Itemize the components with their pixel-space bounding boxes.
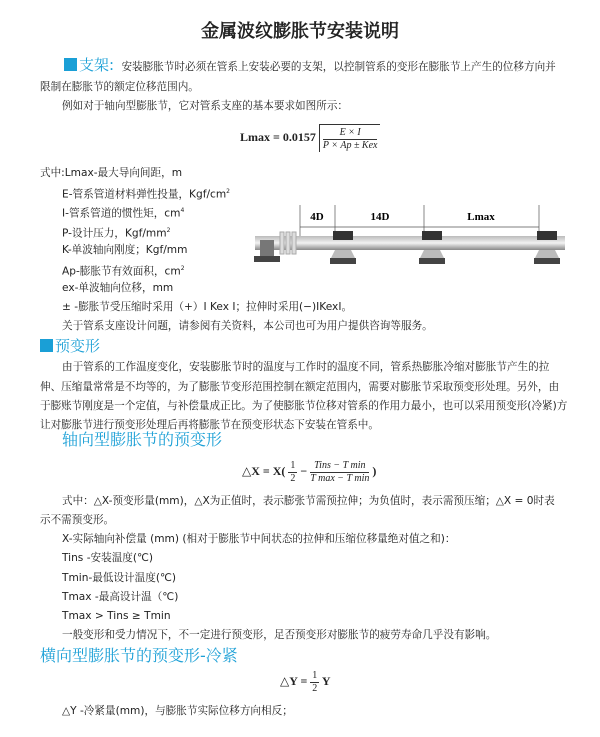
pipe-support-diagram <box>250 200 570 280</box>
predeform-heading-text: 预变形 <box>55 337 101 355</box>
formula-numerator: E × I <box>323 127 378 140</box>
support-text-line-3: 例如对于轴向型膨胀节，它对管系支座的基本要求如图所示： <box>62 100 349 112</box>
predeform-line-3: 于膨账节刚度是一个定值，与补偿量成正比。为了使膨胀节位移对管系的作用力最小，也可以采用预变形(冷紧)方 <box>40 400 568 412</box>
def-p <box>62 224 170 241</box>
formula-right: Y <box>321 674 331 688</box>
lateral-def-y: △Y -冷紧量(mm)，与膨胀节实际位移方向相反； <box>62 705 293 717</box>
support-heading <box>64 56 114 74</box>
predeform-line-1: 由于管系的工作温度变化，安装膨胀节时的温度与工作时的温度不同，管系热膨胀冷缩对膨胀节产生的拉 <box>62 361 550 373</box>
axial-heading: 轴向型膨胀节的预变形 <box>62 430 223 449</box>
half-denominator: 2 <box>290 472 296 484</box>
def-lmax: 式中:Lmax-最大导向间距，m <box>40 167 183 179</box>
def-i <box>62 204 184 221</box>
def-text: E-管系管道材料弹性投量，Kgf/cm <box>62 188 227 201</box>
superscript: 4 <box>180 207 185 214</box>
pipe <box>255 236 565 250</box>
superscript: 2 <box>166 227 171 234</box>
square-bullet-icon <box>64 58 77 71</box>
def-text: I-管系管道的惯性矩，cm <box>62 207 181 220</box>
formula-left: △X = X( <box>242 464 286 478</box>
formula-left: △Y = <box>280 674 308 688</box>
support-heading-text: 支架: <box>79 56 115 74</box>
bellows <box>280 232 296 254</box>
label-14d: 14D <box>370 211 390 223</box>
lmax-formula <box>240 124 380 152</box>
def-k: K-单波轴向刚度；Kgf/mm <box>62 244 188 256</box>
def-plusminus: ± -膨胀节受压缩时采用（+）I Kex I；拉伸时采用(−)IKexI。 <box>62 301 353 313</box>
page-title: 金属波纹膨胀节安装说明 <box>201 21 399 42</box>
axial-def-tmin: Tmin-最低设计温度(℃) <box>62 572 176 584</box>
axial-line-1: 式中：△X-预变形量(mm)，△X为正值时，表示膨张节需预拉伸；为负值时，表示需预压缩；△X = 0时表 <box>62 495 555 507</box>
lateral-formula <box>280 668 331 695</box>
axial-def-x: X-实际轴向补偿量 (mm) (相对于膨胀节中间状态的拉伸和压缩位移量绝对值之和)： <box>62 533 456 545</box>
half-numerator: 1 <box>312 669 318 681</box>
lateral-heading: 横向型膨胀节的预变形-冷紧 <box>40 646 238 665</box>
superscript: 2 <box>180 265 185 272</box>
support-text-line-2: 限制在膨胀节的额定位移范围内。 <box>40 81 199 93</box>
temp-numerator: Tins − T min <box>310 460 369 473</box>
sqrt-sign <box>319 124 381 152</box>
axial-formula <box>242 458 376 485</box>
predeform-line-2: 伸、压缩量常常是不均等的，为了膨胀节变形范围控制在额定范围内，需要对膨胀节采取预变形处理。另外，由 <box>40 381 560 393</box>
def-ap <box>62 262 185 279</box>
axial-def-tmax: Tmax -最高设计温（℃) <box>62 591 179 603</box>
axial-line-2: 示不需预变形。 <box>40 514 115 526</box>
formula-denominator: P × Ap ± Kex <box>322 140 378 152</box>
half-numerator: 1 <box>290 459 296 471</box>
formula-left: Lmax = 0.0157 <box>240 130 316 144</box>
superscript: 2 <box>226 188 230 195</box>
axial-inequality: Tmax > Tins ≥ Tmin <box>62 610 171 622</box>
formula-right: ) <box>372 464 377 478</box>
temp-denominator: T max − T min <box>310 472 370 484</box>
label-lmax: Lmax <box>467 211 495 223</box>
def-ex: ex-单波轴向位移，mm <box>62 282 174 294</box>
half-denominator: 2 <box>312 682 318 694</box>
support-note: 关于管系支座设计问题，请参阅有关资料，本公司也可为用户提供咨询等服务。 <box>62 320 433 332</box>
support-text-line-1: 安装膨胀节时必须在管系上安装必要的支架，以控制管系的变形在膨胀节上产生的位移方向并 <box>121 61 556 73</box>
label-4d: 4D <box>310 211 324 223</box>
def-text: Ap-膨胀节有效面积，cm <box>62 265 181 278</box>
support-paragraph-1 <box>64 58 556 74</box>
axial-note: 一般变形和受力情况下，不一定进行预变形，足否预变形对膨胀节的疲劳寿命几乎没有影响。 <box>62 629 497 641</box>
square-bullet-icon <box>40 339 53 352</box>
def-text: P-设计压力，Kgf/mm <box>62 227 167 240</box>
axial-def-tins: Tins -安装温度(℃) <box>62 552 154 564</box>
predeform-heading <box>40 337 100 355</box>
predeform-line-4: 让对膨胀节进行预变形处理后再将膨胀节在预变形状态下安装在管系中。 <box>40 419 379 431</box>
def-e <box>62 185 230 202</box>
minus-sign: − <box>300 464 308 478</box>
